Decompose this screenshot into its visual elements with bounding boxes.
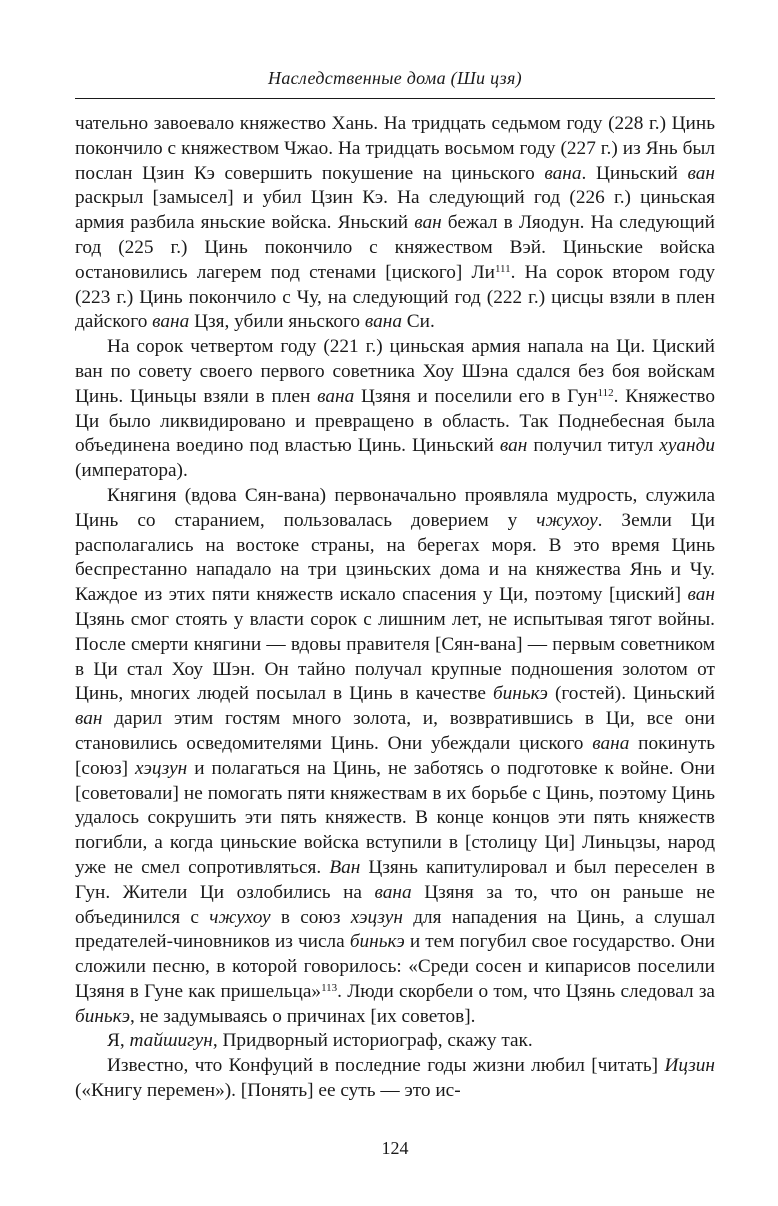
page-number: 124 [381, 1138, 409, 1158]
italic-term: хуанди [659, 435, 715, 457]
italic-term: вана [592, 732, 630, 754]
text-run: , не задумываясь о причинах [их советов]. [129, 1005, 476, 1027]
italic-term: вана [374, 881, 412, 903]
italic-term: ван [687, 162, 715, 184]
italic-term: вана [364, 311, 402, 333]
paragraph [75, 1054, 715, 1104]
text-run: раскрыл [замысел] и убил Цзин Кэ. На следующий год (226 г.) циньская армия разбила яньские войска. Яньский [75, 187, 715, 234]
text-run: чательно завоевало княжество Хань. На тридцать седьмом году (228 г.) Цинь покончило с княжеством Чжао. На тридцать восьмом году (227 г.) из Янь был послан Цзин Кэ совершить покушение на циньского [75, 113, 715, 184]
italic-term: бинькэ [349, 931, 405, 953]
paragraph [75, 112, 715, 335]
footnote-ref: 112 [597, 386, 614, 399]
text-run: получил титул [527, 435, 660, 457]
text-run: . Циньский [581, 162, 688, 184]
text-run: Цзянь смог стоять у власти сорок с лишним лет, не испытывая тягот войны. После смерти княгини — вдовы правителя [Сян-вана] — первым советником в Ци стал Хоу Шэн. Он тайно получал крупные подношения золотом от Цинь, многих людей посылал в Цинь в качестве [75, 608, 715, 705]
italic-term: бинькэ [75, 1005, 130, 1027]
italic-term: ван [75, 708, 103, 730]
paragraph [75, 335, 715, 484]
text-run: , Придворный историограф, скажу так. [212, 1030, 533, 1052]
text-run: Цзянь капитулировал и был переселен в Гун. Жители Ци озлобились на [75, 856, 715, 903]
text-run: Известно, что Конфуций в последние годы жизни любил [читать] [107, 1055, 665, 1077]
running-header: Наследственные дома (Ши цзя) [268, 68, 522, 88]
text-run: в союз [270, 906, 351, 928]
text-run: . Люди скорбели о том, что Цзянь следовал за [337, 980, 715, 1002]
paragraph [75, 484, 715, 1030]
text-run: Я, [107, 1030, 130, 1052]
text-run: Цзяня за то, что он раньше не объединился с [75, 881, 715, 928]
italic-term: вана [317, 385, 355, 407]
text-run: бежал в Ляодун. На следующий год (225 г.) Цинь покончило с княжеством Вэй. Циньские войска остановились лагерем под стенами [циского] Ли [75, 212, 715, 283]
text-run: («Книгу перемен»). [Понять] ее суть — это ис- [75, 1080, 461, 1102]
text-run: На сорок четвертом году (221 г.) циньская армия напала на Ци. Циский ван по совету своего первого советника Хоу Шэна сдался без боя войскам Цинь. Циньцы взяли в плен [75, 336, 715, 407]
italic-term: хэцзун [350, 906, 403, 928]
italic-term: чжухоу [209, 906, 271, 928]
text-run: для нападения на Цинь, а слушал предателей-чиновников из числа [75, 906, 715, 953]
italic-term: тайшигун [129, 1030, 213, 1052]
italic-term: вана [152, 311, 190, 333]
italic-term: ван [687, 584, 715, 606]
italic-term: ван [414, 212, 442, 234]
text-run: . Княжество Ци было ликвидировано и превращено в область. Так Поднебесная была объединена воедино под властью Цинь. Циньский [75, 385, 715, 457]
paragraph [75, 1029, 715, 1054]
text-run: Си. [401, 311, 435, 333]
text-run: Цзяня и поселили его в Гун [354, 385, 598, 407]
text-run: Княгиня (вдова Сян-вана) первоначально проявляла мудрость, служила Цинь со старанием, пользовалась доверием у [75, 484, 715, 531]
italic-term: ван [499, 435, 528, 457]
text-run: . На сорок втором году (223 г.) Цинь покончило с Чу, на следующий год (222 г.) цисцы взяли в плен дайского [75, 261, 715, 333]
text-run: (гостей). Циньский [547, 683, 715, 705]
text-run: (императора). [75, 460, 188, 482]
italic-term: хэцзун [135, 757, 188, 779]
italic-term: Ицзин [664, 1055, 715, 1077]
body-text [75, 112, 715, 1104]
text-run: Цзя, убили яньского [189, 311, 365, 333]
italic-term: Ван [329, 856, 361, 878]
italic-term: бинькэ [492, 683, 548, 705]
text-run: и полагаться на Цинь, не заботясь о подготовке к войне. Они [советовали] не помогать пяти княжествам в их борьбе с Цинь, поэтому Цинь удалось сокрушить эти пять княжеств. В конце концов эти пять княжеств погибли, а когда циньские войска вступили в [столицу Ци] Линьцзы, народ уже не смел сопротивляться. [75, 757, 715, 878]
text-run: дарил этим гостям много золота, и, возвратившись в Ци, все они становились осведомителями Цинь. Они убеждали циского [75, 708, 715, 754]
footnote-ref: 111 [494, 262, 511, 275]
text-run: покинуть [союз] [75, 732, 715, 779]
footnote-ref: 113 [321, 981, 338, 994]
italic-term: чжухоу [536, 509, 598, 531]
text-run: и тем погубил свое государство. Они сложили песню, в которой говорилось: «Среди сосен и кипарисов поселили Цзяня в Гуне как пришельца» [75, 931, 715, 1002]
text-run: . Земли Ци располагались на востоке страны, на берегах моря. В это время Цинь беспрестанно нападало на три цзиньских дома и на княжества Янь и Чу. Каждое из этих пяти княжеств искало спасения у Ци, поэтому [циский] [75, 509, 715, 606]
header-rule [75, 98, 715, 99]
italic-term: вана [544, 162, 582, 184]
